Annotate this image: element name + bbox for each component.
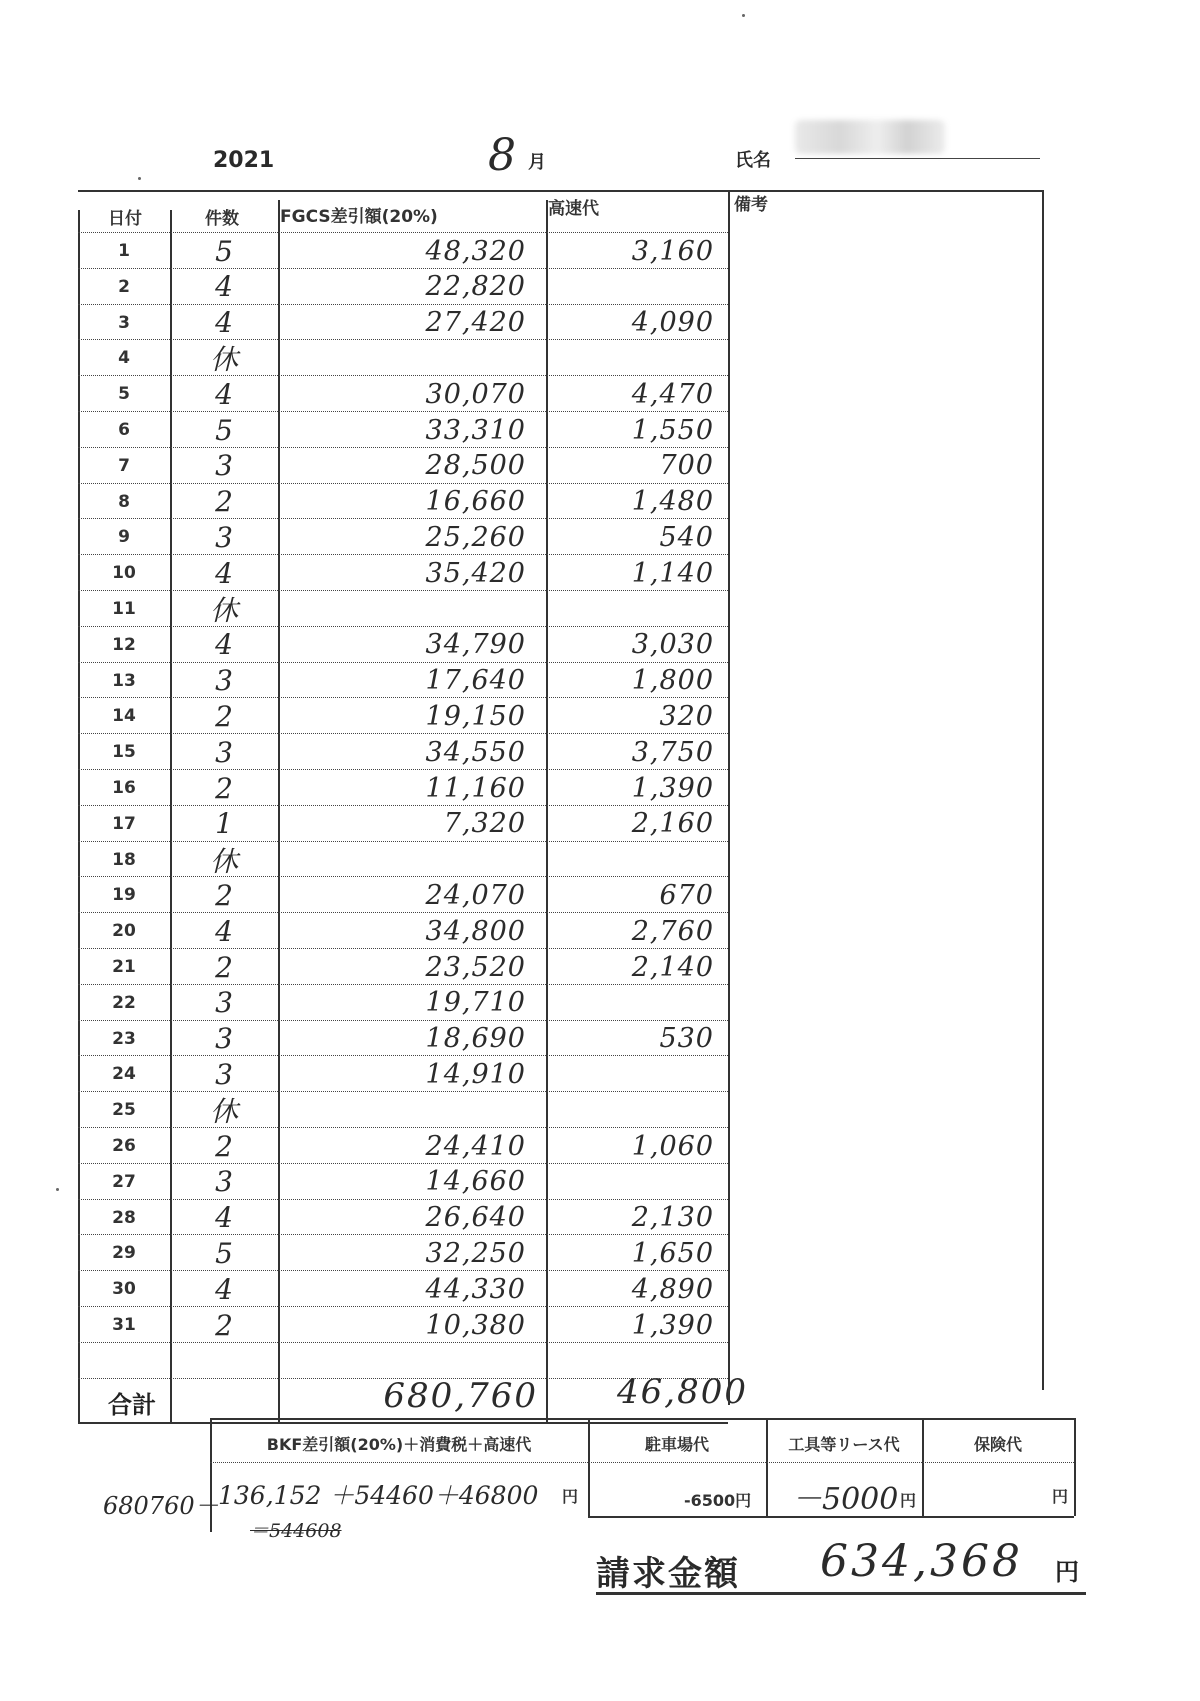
row-day: 9 <box>118 527 130 548</box>
row-divider <box>78 1378 728 1379</box>
row-count: 2 <box>215 878 233 912</box>
row-fgcs-amount: 10,380 <box>425 1309 526 1341</box>
row-fgcs-amount: 32,250 <box>425 1237 526 1269</box>
row-highway-amount: 1,650 <box>631 1237 714 1269</box>
row-fgcs-amount: 22,820 <box>425 271 526 303</box>
row-day: 28 <box>112 1207 136 1228</box>
row-count: 4 <box>215 556 233 590</box>
row-divider <box>78 232 728 233</box>
row-day: 10 <box>112 563 136 584</box>
row-divider <box>78 805 728 806</box>
row-highway-amount <box>546 269 714 305</box>
row-divider <box>78 1199 728 1200</box>
row-fgcs-amount: 33,310 <box>425 414 526 446</box>
row-count: 3 <box>215 449 233 483</box>
column-header-date: 日付 <box>108 209 142 229</box>
row-fgcs-amount: 14,910 <box>425 1058 526 1090</box>
row-divider <box>78 984 728 985</box>
row-divider <box>78 1306 728 1307</box>
row-count: 休 <box>209 343 238 377</box>
row-highway-amount: 1,390 <box>631 1309 714 1341</box>
row-count: 4 <box>215 914 233 948</box>
table-column-line <box>546 200 548 1422</box>
row-fgcs-amount: 18,690 <box>425 1023 526 1055</box>
invoice-yen: 円 <box>1055 1558 1079 1586</box>
scan-speck <box>56 1188 59 1191</box>
row-highway-amount: 1,800 <box>631 665 714 697</box>
row-day: 26 <box>112 1136 136 1156</box>
row-fgcs-amount <box>278 1092 526 1128</box>
row-divider <box>78 339 728 340</box>
table-top-line <box>78 190 1042 192</box>
row-day: 1 <box>118 241 130 261</box>
calc-result: ＝544608 <box>250 1520 342 1542</box>
row-count: 3 <box>215 520 233 554</box>
row-fgcs-amount: 48,320 <box>425 235 526 267</box>
row-divider <box>78 411 728 412</box>
row-divider <box>78 1055 728 1056</box>
row-day: 3 <box>118 312 130 333</box>
row-divider <box>78 1020 728 1021</box>
row-day: 20 <box>112 921 136 942</box>
row-count: 4 <box>215 1272 233 1306</box>
tool-lease-header: 工具等リース代 <box>788 1435 900 1454</box>
scan-speck <box>138 177 141 180</box>
row-count: 3 <box>215 1165 233 1199</box>
daily-log-table <box>78 190 1046 1422</box>
table-column-line <box>1042 190 1044 1390</box>
row-day: 8 <box>118 491 130 512</box>
total-highway: 46,800 <box>617 1372 748 1412</box>
row-fgcs-amount: 34,550 <box>425 736 526 768</box>
row-fgcs-amount: 25,260 <box>425 521 526 553</box>
row-fgcs-amount: 30,070 <box>425 378 526 410</box>
row-day: 31 <box>112 1315 136 1335</box>
row-highway-amount: 3,030 <box>631 629 714 661</box>
row-fgcs-amount <box>278 340 526 376</box>
row-divider <box>78 876 728 877</box>
invoice-label: 請求金額 <box>596 1554 740 1594</box>
tool-lease-value: －5000 <box>792 1482 899 1517</box>
row-highway-amount: 670 <box>659 879 714 911</box>
row-count: 3 <box>215 1057 233 1091</box>
total-fgcs: 680,760 <box>383 1376 538 1416</box>
row-day: 4 <box>118 348 130 369</box>
scan-speck <box>742 14 745 17</box>
calc-left-note: 680760－ <box>103 1492 219 1520</box>
row-day: 18 <box>112 849 136 870</box>
row-divider <box>78 697 728 698</box>
row-fgcs-amount: 23,520 <box>425 951 526 983</box>
row-day: 13 <box>112 670 136 691</box>
row-highway-amount: 3,160 <box>631 235 714 267</box>
row-divider <box>78 1270 728 1271</box>
row-highway-amount <box>546 985 714 1021</box>
row-count: 4 <box>215 377 233 411</box>
row-divider <box>78 626 728 627</box>
row-divider <box>78 1091 728 1092</box>
table-column-line <box>278 200 280 1422</box>
row-fgcs-amount: 44,330 <box>425 1273 526 1305</box>
row-count: 3 <box>215 986 233 1020</box>
month-label: 月 <box>528 152 546 173</box>
row-highway-amount <box>546 1092 714 1128</box>
column-header-notes: 備考 <box>734 195 768 215</box>
row-day: 12 <box>112 634 136 655</box>
row-day: 7 <box>118 455 130 476</box>
bkf-header: BKF差引額(20%)＋消費税＋高速代 <box>266 1435 532 1454</box>
row-highway-amount: 2,140 <box>631 951 714 983</box>
row-divider <box>78 912 728 913</box>
row-count: 5 <box>215 234 233 268</box>
row-highway-amount <box>546 1056 714 1092</box>
invoice-amount: 634,368 <box>820 1536 1023 1587</box>
row-count: 2 <box>215 771 233 805</box>
row-day: 21 <box>112 957 136 977</box>
row-highway-amount: 1,550 <box>631 414 714 446</box>
row-day: 23 <box>112 1028 136 1049</box>
row-fgcs-amount: 34,790 <box>425 629 526 661</box>
row-highway-amount: 2,760 <box>631 915 714 947</box>
row-highway-amount: 1,060 <box>631 1130 714 1162</box>
row-count: 2 <box>215 485 233 519</box>
year: 2021 <box>213 148 275 173</box>
row-count: 2 <box>215 950 233 984</box>
row-highway-amount <box>546 591 714 627</box>
table-column-line <box>78 210 80 1422</box>
row-count: 休 <box>209 594 238 627</box>
row-highway-amount: 1,140 <box>631 557 714 589</box>
row-highway-amount: 700 <box>659 450 714 482</box>
row-day: 5 <box>118 384 130 405</box>
row-highway-amount: 1,390 <box>631 772 714 804</box>
row-day: 19 <box>112 885 136 906</box>
row-highway-amount <box>546 340 714 376</box>
row-day: 17 <box>112 813 136 834</box>
calc-formula: 136,152 ＋54460＋46800 <box>218 1481 539 1510</box>
row-count: 4 <box>215 1201 233 1235</box>
row-highway-amount: 4,890 <box>631 1273 714 1305</box>
row-divider <box>78 769 728 770</box>
row-fgcs-amount: 35,420 <box>425 557 526 589</box>
row-divider <box>78 447 728 448</box>
row-divider <box>78 948 728 949</box>
row-highway-amount <box>546 842 714 878</box>
row-highway-amount: 1,480 <box>631 486 714 518</box>
row-highway-amount: 540 <box>659 521 714 553</box>
row-count: 4 <box>215 628 233 662</box>
row-highway-amount: 4,470 <box>631 378 714 410</box>
row-fgcs-amount: 17,640 <box>425 665 526 697</box>
row-fgcs-amount: 26,640 <box>425 1202 526 1234</box>
row-day: 6 <box>118 420 130 440</box>
row-divider <box>78 483 728 484</box>
row-count: 5 <box>215 413 233 447</box>
row-divider <box>78 1163 728 1164</box>
row-divider <box>78 304 728 305</box>
row-divider <box>78 1127 728 1128</box>
table-column-line <box>728 190 730 1405</box>
row-divider <box>78 518 728 519</box>
row-count: 休 <box>209 1095 238 1129</box>
row-fgcs-amount: 11,160 <box>425 772 526 804</box>
row-highway-amount: 320 <box>659 700 714 732</box>
name-underline <box>795 158 1040 159</box>
row-fgcs-amount: 7,320 <box>443 808 526 840</box>
total-label: 合計 <box>108 1390 156 1419</box>
row-count: 2 <box>215 1308 233 1342</box>
row-divider <box>78 590 728 591</box>
row-divider <box>78 733 728 734</box>
row-fgcs-amount: 27,420 <box>425 307 526 339</box>
row-divider <box>78 662 728 663</box>
tool-lease-yen: 円 <box>900 1491 917 1510</box>
row-divider <box>78 1342 728 1343</box>
name-label: 氏名 <box>735 150 771 171</box>
row-fgcs-amount: 16,660 <box>425 486 526 518</box>
row-day: 2 <box>118 276 130 297</box>
row-divider <box>78 554 728 555</box>
row-highway-amount: 2,130 <box>631 1202 714 1234</box>
row-highway-amount: 3,750 <box>631 736 714 768</box>
row-day: 29 <box>112 1243 136 1264</box>
row-highway-amount <box>546 1164 714 1200</box>
row-day: 25 <box>112 1100 136 1121</box>
row-fgcs-amount: 24,410 <box>425 1130 526 1162</box>
row-day: 15 <box>112 742 136 763</box>
parking-value: -6500円 <box>684 1491 752 1510</box>
invoice-underline <box>596 1592 1086 1595</box>
row-day: 24 <box>112 1064 136 1085</box>
row-highway-amount: 4,090 <box>631 307 714 339</box>
row-fgcs-amount: 14,660 <box>425 1166 526 1198</box>
row-count: 1 <box>215 807 233 841</box>
row-divider <box>78 1234 728 1235</box>
column-header-highway: 高速代 <box>548 199 599 219</box>
row-fgcs-amount <box>278 591 526 627</box>
row-day: 27 <box>112 1171 136 1192</box>
row-fgcs-amount <box>278 842 526 878</box>
row-fgcs-amount: 34,800 <box>425 915 526 947</box>
row-count: 3 <box>215 735 233 769</box>
row-count: 3 <box>215 664 233 698</box>
row-count: 4 <box>215 306 233 340</box>
column-header-count: 件数 <box>205 209 239 229</box>
parking-header: 駐車場代 <box>644 1435 709 1454</box>
row-fgcs-amount: 24,070 <box>425 879 526 911</box>
insurance-yen: 円 <box>1052 1487 1069 1506</box>
row-count: 2 <box>215 1129 233 1163</box>
row-divider <box>78 268 728 269</box>
redacted-name <box>795 120 945 154</box>
column-header-fgcs: FGCS差引額(20%) <box>280 207 438 227</box>
row-highway-amount: 530 <box>659 1023 714 1055</box>
row-fgcs-amount: 19,710 <box>425 987 526 1019</box>
row-count: 2 <box>215 699 233 733</box>
month-value: 8 <box>488 130 516 181</box>
row-highway-amount: 2,160 <box>631 808 714 840</box>
row-day: 22 <box>112 992 136 1013</box>
table-column-line <box>170 210 172 1422</box>
row-divider <box>78 841 728 842</box>
row-divider <box>78 375 728 376</box>
row-day: 16 <box>112 778 136 798</box>
row-day: 30 <box>112 1279 136 1300</box>
row-fgcs-amount: 28,500 <box>425 450 526 482</box>
row-day: 14 <box>112 706 136 727</box>
row-count: 4 <box>215 270 233 304</box>
insurance-header: 保険代 <box>973 1435 1022 1454</box>
row-count: 5 <box>215 1236 233 1270</box>
row-day: 11 <box>112 599 136 619</box>
row-count: 3 <box>215 1022 233 1056</box>
bkf-yen: 円 <box>562 1487 579 1506</box>
row-fgcs-amount: 19,150 <box>425 700 526 732</box>
row-count: 休 <box>209 844 238 878</box>
